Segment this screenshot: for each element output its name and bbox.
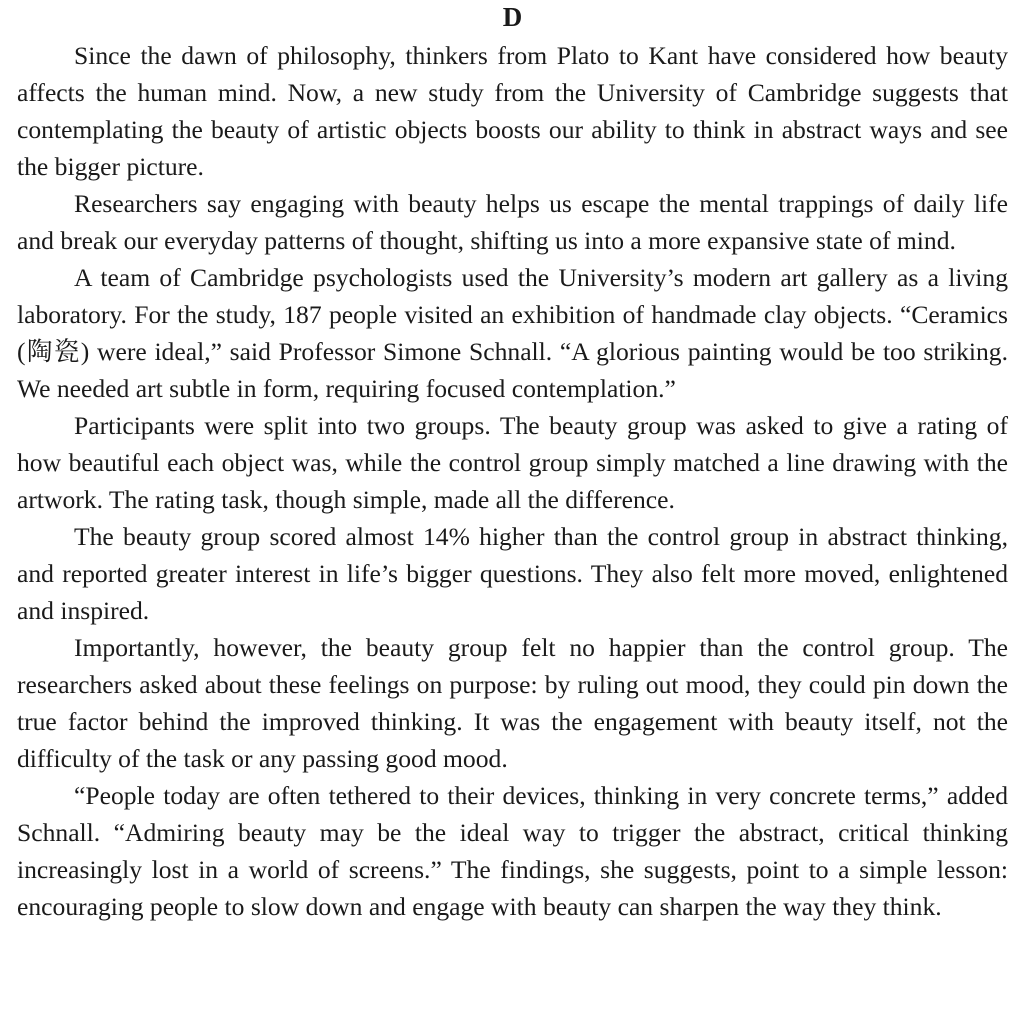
- paragraph-6: Importantly, however, the beauty group felt no happier than the control group. The researchers asked about these feelings on purpose: by ruling out mood, they could pin down the true factor behind the improved thinking. It was the engagement with beauty itself, not the difficulty of the task or any passing good mood.: [17, 633, 1008, 773]
- paragraph-2: Researchers say engaging with beauty helps us escape the mental trappings of daily life and break our everyday patterns of thought, shifting us into a more expansive state of mind.: [17, 189, 1008, 255]
- paragraph-5: The beauty group scored almost 14% higher than the control group in abstract thinking, and reported greater interest in life’s bigger questions. They also felt more moved, enlightened and inspired.: [17, 522, 1008, 625]
- paragraph-7: “People today are often tethered to their devices, thinking in very concrete terms,” added Schnall. “Admiring beauty may be the ideal way to trigger the abstract, critical thinking increasingly lost in a world of screens.” The findings, she suggests, point to a simple lesson: encouraging people to slow down and engage with beauty can sharpen the way they think.: [17, 781, 1008, 921]
- paragraph-3: A team of Cambridge psychologists used the University’s modern art gallery as a living laboratory. For the study, 187 people visited an exhibition of handmade clay objects. “Ceramics (陶瓷) were ideal,” said Professor Simone Schnall. “A glorious painting would be too striking. We needed art subtle in form, requiring focused contemplation.”: [17, 263, 1008, 403]
- paragraph-4: Participants were split into two groups. The beauty group was asked to give a rating of how beautiful each object was, while the control group simply matched a line drawing with the artwork. The rating task, though simple, made all the difference.: [17, 411, 1008, 514]
- paragraph-1: Since the dawn of philosophy, thinkers from Plato to Kant have considered how beauty affects the human mind. Now, a new study from the University of Cambridge suggests that contemplating the beauty of artistic objects boosts our ability to think in abstract ways and see the bigger picture.: [17, 41, 1008, 181]
- passage-label: D: [502, 2, 523, 32]
- reading-passage: [17, 0, 1008, 925]
